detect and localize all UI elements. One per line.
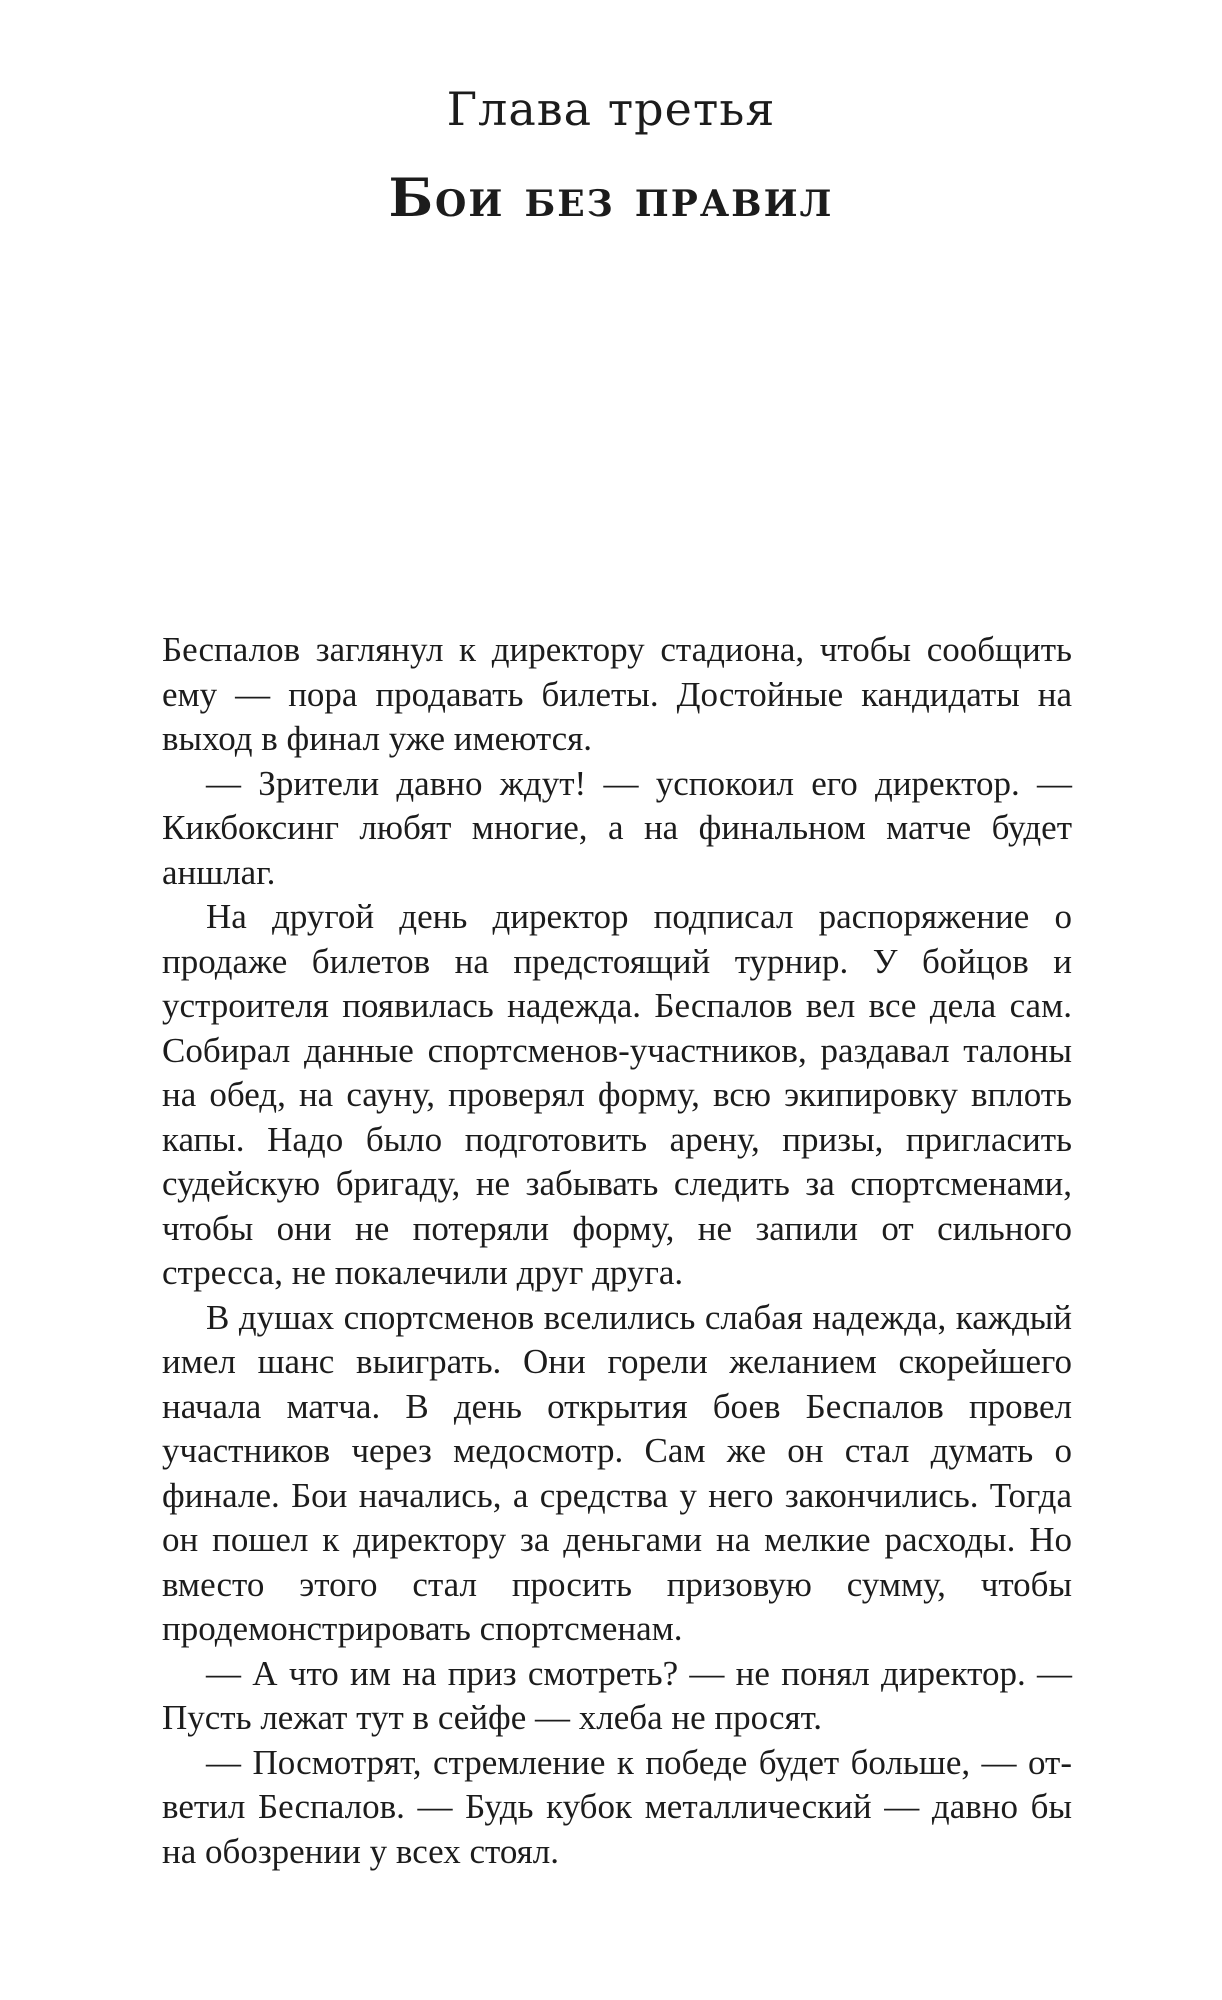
paragraph: — Посмотрят, стремление к победе будет больше, — ответил Беспалов. — Будь кубок металлический — давно бы на обозрении у всех стоял. (162, 1742, 1072, 1871)
chapter-title: Бои без правил (388, 168, 834, 229)
paragraph: Беспалов заглянул к директору стадиона, чтобы сообщить ему — пора продавать билеты. Достойные кандидаты на выход в финал уже имеются. (162, 630, 1072, 758)
paragraph: В душах спортсменов вселились слабая надежда, каждый имел шанс выиграть. Они горели желанием скорейшего начала матча. В день открытия боев Беспалов провел участников через медосмотр. Сам же он стал думать о финале. Бои начались, а средства у него закончились. Тогда он пошел к директору за деньгами на мелкие расходы. Но вместо этого стал просить призовую сумму, чтобы продемонстрировать спортсменам. (162, 1297, 1072, 1648)
paragraph: На другой день директор подписал распоряжение о продаже билетов на предстоящий турнир. У бойцов и устроителя появилась надежда. Беспалов вел все дела сам. Собирал данные спортсменов-участников, раздавал талоны на обед, на сауну, проверял форму, всю экипировку вплоть капы. Надо было подготовить арену, призы, пригласить судейскую бригаду, не забывать следить за спортсменами, чтобы они не потеряли форму, не запили от сильного стресса, не покалечили друг друга. (162, 897, 1072, 1292)
paragraph: — Зрители давно ждут! — успокоил его директор. — Кикбоксинг любят многие, а на финальном матче будет аншлаг. (162, 763, 1072, 892)
chapter-label: Глава третья (446, 82, 776, 136)
body-text (162, 628, 1072, 1874)
paragraph: — А что им на приз смотреть? — не понял директор. — Пусть лежат тут в сейфе — хлеба не просят. (162, 1653, 1072, 1737)
